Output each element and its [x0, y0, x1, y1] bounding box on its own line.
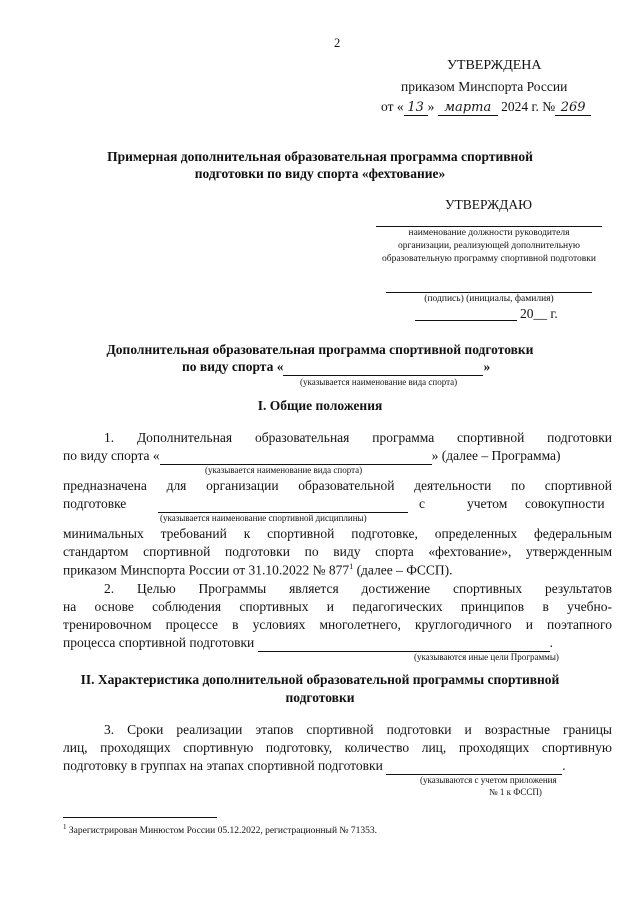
p2-line-4	[63, 635, 553, 652]
approval-order-line: приказом Минспорта России	[401, 79, 568, 94]
p2-line-3: тренировочном процессе в условиях многолетнего, круглогодичного и поэтапного	[63, 617, 612, 632]
p1-line-7	[63, 562, 453, 579]
p1-sport-caption: (указывается наименование вида спорта)	[205, 465, 363, 475]
main-title-line-2: подготовки по виду спорта «фехтование»	[194, 166, 446, 181]
p1-line-4-c: учетом	[467, 496, 508, 511]
groups-blank	[386, 758, 562, 775]
p1-line-7-suffix: (далее – ФССП).	[353, 562, 453, 578]
p3-line-1: 3. Сроки реализации этапов спортивной подготовки и возрастные границы	[104, 722, 612, 737]
program-sport-prefix: по виду спорта «	[182, 359, 284, 374]
date-mid: »	[427, 99, 435, 114]
p3-caption-1: (указываются с учетом приложения	[420, 775, 557, 785]
approve-year: 20__ г.	[520, 306, 558, 321]
section-1-heading: I. Общие положения	[257, 398, 383, 413]
program-sport-caption: (указывается наименование вида спорта)	[300, 377, 458, 387]
date-blank-line	[415, 320, 517, 321]
p2-line-2: на основе соблюдения спортивных и педагогических принципов в учебно-	[63, 599, 612, 614]
p1-line-5: минимальных требований к спортивной подготовке, определенных федеральным	[63, 526, 612, 541]
p1-line-7-prefix: приказом Минспорта России от 31.10.2022 № 877	[63, 562, 350, 578]
footnote-separator	[63, 817, 217, 818]
p1-sport-blank	[160, 448, 432, 465]
handwritten-month: марта	[438, 100, 498, 116]
main-title-line-1: Примерная дополнительная образовательная программа спортивной	[107, 149, 533, 164]
approval-date-line	[381, 99, 591, 116]
p1-line-4-b: с	[419, 496, 425, 511]
goals-blank	[258, 635, 550, 652]
p1-line-4-a: подготовке	[63, 496, 127, 511]
p2-line-4-prefix: процесса спортивной подготовки	[63, 635, 255, 650]
p2-goals-caption: (указываются иные цели Программы)	[414, 652, 559, 662]
program-sport-suffix: »	[483, 359, 491, 374]
footnote	[63, 823, 377, 836]
p1-line-3: предназначена для организации образовательной деятельности по спортивной	[63, 478, 612, 493]
program-title-line-1: Дополнительная образовательная программа спортивной подготовки	[106, 342, 534, 357]
approve-title: УТВЕРЖДАЮ	[445, 197, 533, 212]
p1-sport-suffix: » (далее – Программа)	[431, 448, 561, 463]
p3-line-3-suffix: .	[562, 758, 566, 773]
approve-caption-2: организации, реализующей дополнительную	[398, 241, 580, 251]
p1-line-4-d: совокупности	[525, 496, 605, 511]
p1-line-1: 1. Дополнительная образовательная программа спортивной подготовки	[104, 430, 612, 445]
approval-title: УТВЕРЖДЕНА	[447, 58, 542, 73]
handwritten-day: 13	[404, 100, 428, 116]
position-blank-line	[376, 226, 602, 227]
approve-caption-1: наименование должности руководителя	[408, 228, 570, 238]
approve-caption-3: образовательную программу спортивной подготовки	[381, 254, 596, 264]
footnote-text: Зарегистрирован Минюстом России 05.12.2022, регистрационный № 71353.	[66, 826, 377, 837]
p3-line-3	[63, 758, 566, 775]
p3-line-2: лиц, проходящих спортивную подготовку, количество лиц, проходящих спортивную	[63, 740, 612, 755]
p3-line-3-prefix: подготовку в группах на этапах спортивной подготовки	[63, 758, 383, 773]
program-title-line-2	[182, 359, 490, 376]
p3-caption-2: № 1 к ФССП)	[489, 787, 542, 797]
handwritten-number: 269	[555, 100, 591, 116]
section-2-heading-line-1: II. Характеристика дополнительной образовательной программы спортивной	[80, 672, 560, 687]
date-prefix: от «	[381, 99, 404, 114]
footnote-number: 1	[63, 823, 67, 831]
p1-line-6: стандартом спортивной подготовки по виду спорта «фехтование», утвержденным	[63, 544, 612, 559]
p2-line-4-suffix: .	[549, 635, 554, 650]
p1-discipline-caption: (указывается наименование спортивной дисциплины)	[160, 513, 367, 523]
program-sport-blank	[283, 359, 483, 376]
p1-sport-prefix: по виду спорта «	[63, 448, 160, 463]
signature-blank-line	[386, 292, 592, 293]
page-number: 2	[334, 36, 341, 50]
signature-caption: (подпись) (инициалы, фамилия)	[424, 294, 554, 304]
date-suffix: 2024 г. №	[501, 99, 556, 114]
p1-line-2	[63, 448, 561, 465]
p2-line-1: 2. Целью Программы является достижение спортивных результатов	[104, 581, 612, 596]
footnote-ref: 1	[349, 562, 354, 571]
section-2-heading-line-2: подготовки	[285, 690, 355, 705]
